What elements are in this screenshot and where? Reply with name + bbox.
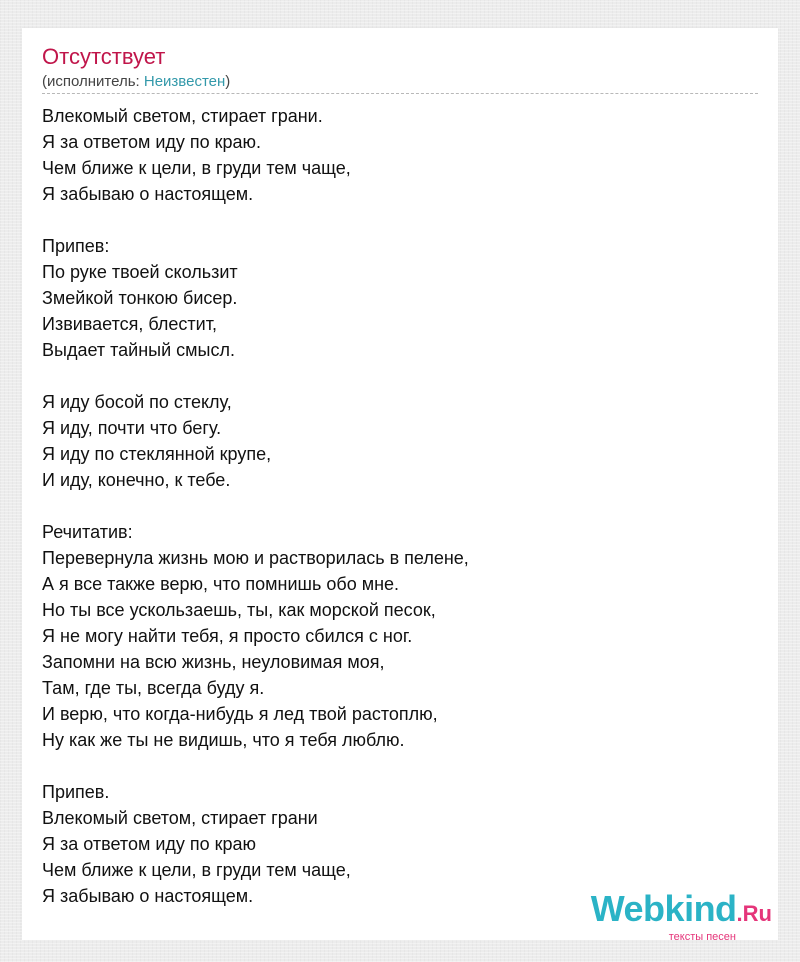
lyric-line: Там, где ты, всегда буду я.	[42, 678, 265, 698]
lyric-line: Я иду босой по стеклу,	[42, 392, 232, 412]
divider	[42, 93, 758, 94]
artist-suffix: )	[225, 73, 231, 90]
lyric-line: И верю, что когда-нибудь я лед твой растоплю,	[42, 704, 438, 724]
artist-prefix: (исполнитель:	[42, 73, 144, 90]
logo-main-text: Webkind	[590, 888, 737, 929]
lyric-line: Я за ответом иду по краю.	[42, 132, 262, 152]
lyric-line: Я иду по стеклянной крупе,	[42, 444, 272, 464]
lyric-line: А я все также верю, что помнишь обо мне.	[42, 574, 400, 594]
lyric-line: Я иду, почти что бегу.	[42, 418, 222, 438]
lyric-line: Чем ближе к цели, в груди тем чаще,	[42, 860, 351, 880]
logo-tagline: тексты песен	[668, 931, 736, 943]
stanza-3	[42, 389, 758, 493]
lyric-line: Запомни на всю жизнь, неуловимая моя,	[42, 652, 385, 672]
lyric-line: Выдает тайный смысл.	[42, 340, 235, 360]
lyric-line: По руке твоей скользит	[42, 262, 238, 282]
chorus-label: Припев:	[42, 236, 110, 256]
webkind-logo[interactable]	[582, 888, 772, 943]
lyric-line: Перевернула жизнь мою и растворилась в пелене,	[42, 548, 469, 568]
lyric-line: Змейкой тонкою бисер.	[42, 288, 238, 308]
lyrics-body	[42, 103, 758, 935]
stanza-4-recitative	[42, 519, 758, 753]
artist-link[interactable]: Неизвестен	[143, 73, 226, 90]
lyric-line: Чем ближе к цели, в груди тем чаще,	[42, 158, 351, 178]
artist-line	[42, 73, 230, 91]
lyrics-card	[22, 28, 778, 943]
stanza-2-chorus	[42, 233, 758, 363]
logo-wordmark	[582, 888, 772, 934]
lyric-line: Ну как же ты не видишь, что я тебя люблю.	[42, 730, 405, 750]
lyric-line: Но ты все ускользаешь, ты, как морской песок,	[42, 600, 436, 620]
recitative-label: Речитатив:	[42, 522, 133, 542]
lyric-line: Я не могу найти тебя, я просто сбился с ног.	[42, 626, 413, 646]
lyric-line: Я за ответом иду по краю	[42, 834, 257, 854]
chorus-label: Припев.	[42, 782, 110, 802]
lyric-line: Влекомый светом, стирает грани.	[42, 106, 323, 126]
lyric-line: И иду, конечно, к тебе.	[42, 470, 231, 490]
logo-tld-text: .Ru	[736, 901, 772, 926]
lyric-line: Влекомый светом, стирает грани	[42, 808, 318, 828]
lyric-line: Извивается, блестит,	[42, 314, 217, 334]
lyric-line: Я забываю о настоящем.	[42, 886, 254, 906]
stanza-1	[42, 103, 758, 207]
song-title: Отсутствует	[42, 44, 166, 69]
lyric-line: Я забываю о настоящем.	[42, 184, 254, 204]
